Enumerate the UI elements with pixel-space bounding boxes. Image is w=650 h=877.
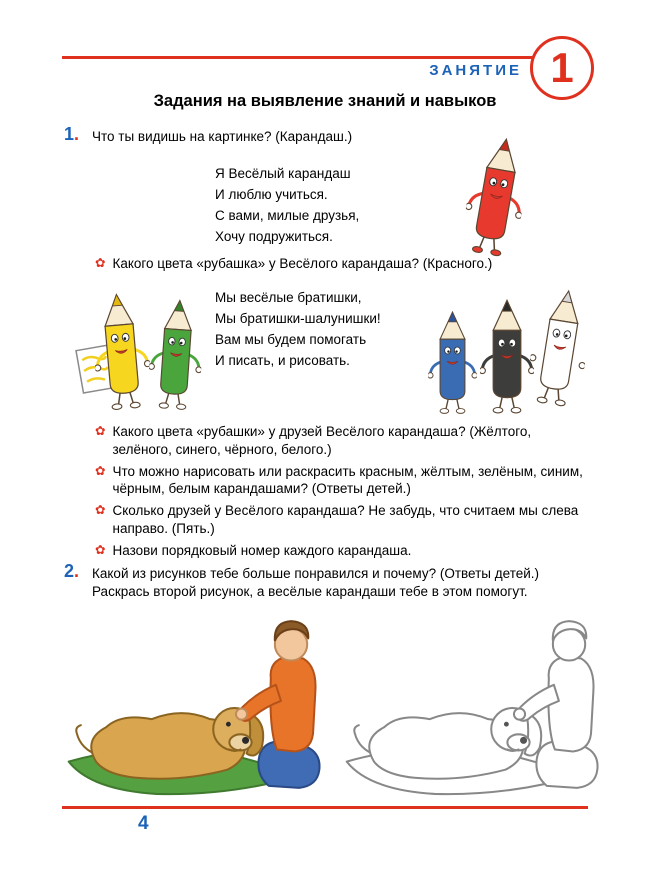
question-text: Какого цвета «рубашки» у друзей Весёлого карандаша? (Жёлтого, зелёного, синего, чёрного, белого.) [112, 424, 532, 457]
task1-number [64, 124, 79, 145]
page-title: Задания на выявление знаний и навыков [153, 92, 497, 110]
flower-bullet-icon: ✿ [95, 503, 106, 517]
question-text: Какого цвета «рубашка» у Весёлого карандаша? (Красного.) [112, 256, 493, 271]
list-item [95, 423, 592, 458]
list-item [95, 502, 592, 537]
task2-text: Какой из рисунков тебе больше понравился и почему? (Ответы детей.) Раскрась второй рисунок, а весёлые карандаши тебе в этом помогут. [92, 566, 540, 599]
poem-line: Мы весёлые братишки, [215, 290, 362, 305]
poem-line: Хочу подружиться. [215, 229, 333, 244]
question-text: Что можно нарисовать или раскрасить красным, жёлтым, зелёным, синим, чёрным, белым карандашами? (Ответы детей.) [112, 463, 583, 496]
flower-bullet-icon: ✿ [95, 256, 106, 270]
page-number: 4 [138, 813, 149, 834]
header-rule [62, 56, 536, 59]
task1-question: Что ты видишь на картинке? (Карандаш.) [92, 129, 353, 144]
lesson-label: ЗАНЯТИЕ [429, 62, 522, 79]
list-item [95, 463, 592, 498]
task2-num-digit: 2 [64, 561, 75, 581]
lesson-number: 1 [550, 44, 574, 91]
poem-line: Вам мы будем помогать [215, 332, 367, 347]
poem-pencil [215, 163, 359, 247]
blue-pencil-character-illustration [428, 310, 477, 418]
boy-with-dog-colored-illustration [58, 608, 326, 800]
pencil-group-left-illustration [92, 288, 227, 423]
question-list [95, 423, 592, 564]
task2-num-dot: . [74, 561, 80, 581]
yellow-pencil-character-illustration [89, 290, 154, 416]
poem-line: Мы братишки-шалунишки! [215, 311, 381, 326]
poem-line: Я Весёлый карандаш [215, 166, 351, 181]
flower-bullet-icon: ✿ [95, 463, 106, 478]
flower-bullet-icon: ✿ [95, 424, 106, 438]
poem-line: И люблю учиться. [215, 187, 328, 202]
task1-num-digit: 1 [64, 124, 75, 144]
poem-brothers [215, 287, 381, 371]
task2-number [64, 561, 79, 582]
task1-num-dot: . [74, 124, 80, 144]
boy-with-dog-outline-illustration [336, 608, 604, 800]
pencil-group-right-illustration [428, 288, 593, 423]
green-pencil-character-illustration [146, 296, 206, 415]
question-text: Сколько друзей у Весёлого карандаша? Не забудь, что считаем мы слева направо. (Пять.) [112, 503, 579, 536]
footer-rule [62, 806, 588, 809]
lesson-number-badge [530, 36, 594, 100]
poem-line: И писать, и рисовать. [215, 353, 350, 368]
list-item [95, 255, 575, 273]
list-item [95, 542, 592, 560]
flower-bullet-icon: ✿ [95, 542, 106, 557]
red-pencil-character-illustration [458, 132, 535, 264]
poem-line: С вами, милые друзья, [215, 208, 360, 223]
question-text: Назови порядковый номер каждого карандаша. [112, 542, 412, 558]
